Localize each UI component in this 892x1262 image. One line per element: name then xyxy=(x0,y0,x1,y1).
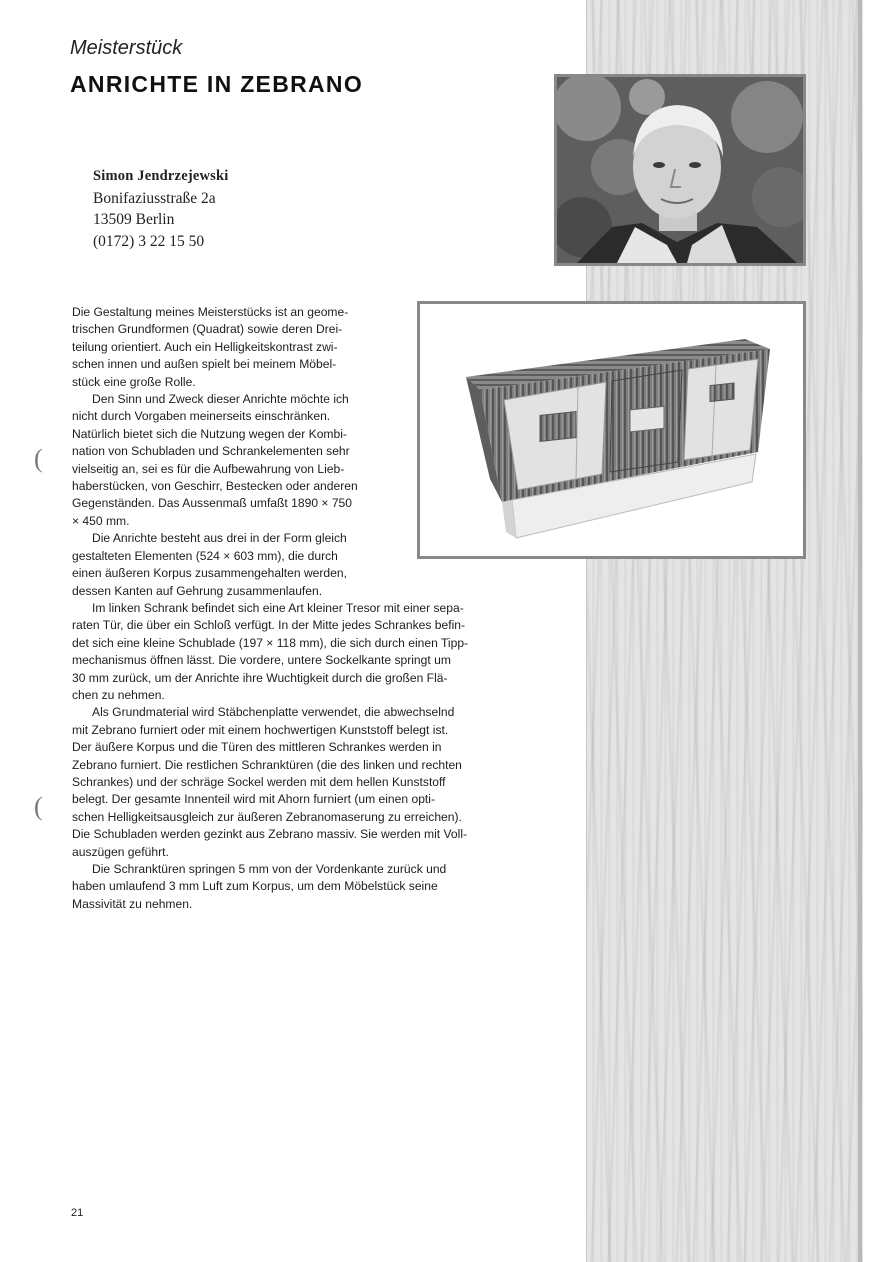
body-line: Schrankes) und der schräge Sockel werden mit dem hellen Kunststoff xyxy=(72,774,446,789)
body-line: chen zu nehmen. xyxy=(72,687,165,702)
binder-hole-mark: ( xyxy=(34,444,43,473)
body-line: 30 mm zurück, um der Anrichte ihre Wuchtigkeit durch die großen Flä- xyxy=(72,670,448,685)
body-line: trischen Grundformen (Quadrat) sowie deren Drei- xyxy=(72,322,343,337)
body-line: vielseitig an, sei es für die Aufbewahrung von Lieb- xyxy=(72,461,345,476)
article-body xyxy=(72,304,527,913)
body-line: teilung orientiert. Auch ein Helligkeitskontrast zwi- xyxy=(72,339,338,354)
contact-street: Bonifaziusstraße 2a xyxy=(93,189,216,207)
body-line: haben umlaufend 3 mm Luft zum Korpus, um dem Möbelstück seine xyxy=(72,879,438,894)
portrait-photo xyxy=(554,74,806,266)
section-kicker: Meisterstück xyxy=(70,37,183,59)
body-line: Die Gestaltung meines Meisterstücks ist an geome- xyxy=(72,305,349,319)
body-line: stück eine große Rolle. xyxy=(72,374,196,389)
body-line: belegt. Der gesamte Innenteil wird mit Ahorn furniert (um einen opti- xyxy=(72,792,435,807)
body-line: det sich eine kleine Schublade (197 × 118 mm), die sich durch einen Tipp- xyxy=(72,635,469,650)
body-line: Als Grundmaterial wird Stäbchenplatte verwendet, die abwechselnd xyxy=(92,705,455,720)
contact-name: Simon Jendrzejewski xyxy=(93,168,229,184)
body-line: Die Anrichte besteht aus drei in der Form gleich xyxy=(92,531,347,546)
page-edge xyxy=(858,0,862,1262)
body-line: Die Schranktüren springen 5 mm von der Vordenkante zurück und xyxy=(92,862,447,876)
page-title: ANRICHTE IN ZEBRANO xyxy=(70,71,364,97)
body-line: mechanismus öffnen lässt. Die vordere, untere Sockelkante springt um xyxy=(72,653,451,668)
portrait-illustration xyxy=(557,77,803,263)
body-line: schen innen und außen spielt bei meinem Möbel- xyxy=(72,357,337,372)
body-line: gestalteten Elementen (524 × 603 mm), die durch xyxy=(72,548,338,563)
body-line: dessen Kanten auf Gehrung zusammenlaufen. xyxy=(72,583,323,598)
body-line: nicht durch Vorgaben meinerseits einschränken. xyxy=(72,409,331,424)
body-line: × 450 mm. xyxy=(72,513,130,528)
page-number: 21 xyxy=(71,1207,84,1219)
body-line: Massivität zu nehmen. xyxy=(72,896,193,911)
body-line: Gegenständen. Das Aussenmaß umfaßt 1890 × 750 xyxy=(72,496,353,511)
body-line: auszügen geführt. xyxy=(72,844,169,859)
body-line: Die Schubladen werden gezinkt aus Zebrano massiv. Sie werden mit Voll- xyxy=(72,827,468,842)
body-line: Natürlich bietet sich die Nutzung wegen der Kombi- xyxy=(72,426,347,441)
body-line: Im linken Schrank befindet sich eine Art kleiner Tresor mit einer sepa- xyxy=(92,600,464,615)
contact-phone: (0172) 3 22 15 50 xyxy=(93,232,205,250)
body-line: Zebrano furniert. Die restlichen Schranktüren (die des linken und rechten xyxy=(72,757,462,772)
binder-hole-mark: ( xyxy=(34,792,43,821)
contact-block xyxy=(93,166,229,252)
body-line: schen Helligkeitsausgleich zur äußeren Zebranomaserung zu erreichen). xyxy=(72,809,462,824)
body-line: mit Zebrano furniert oder mit einem hochwertigen Kunststoff belegt ist. xyxy=(72,722,449,737)
contact-city: 13509 Berlin xyxy=(93,211,175,228)
body-line: Der äußere Korpus und die Türen des mittleren Schrankes werden in xyxy=(72,740,442,755)
body-line: Den Sinn und Zweck dieser Anrichte möchte ich xyxy=(92,392,349,407)
body-line: einen äußeren Korpus zusammengehalten werden, xyxy=(72,566,347,581)
body-line: nation von Schubladen und Schrankelementen sehr xyxy=(72,444,350,459)
body-line: raten Tür, die über ein Schloß verfügt. In der Mitte jedes Schrankes befin- xyxy=(72,618,466,633)
body-line: haberstücken, von Geschirr, Bestecken oder anderen xyxy=(72,479,358,494)
